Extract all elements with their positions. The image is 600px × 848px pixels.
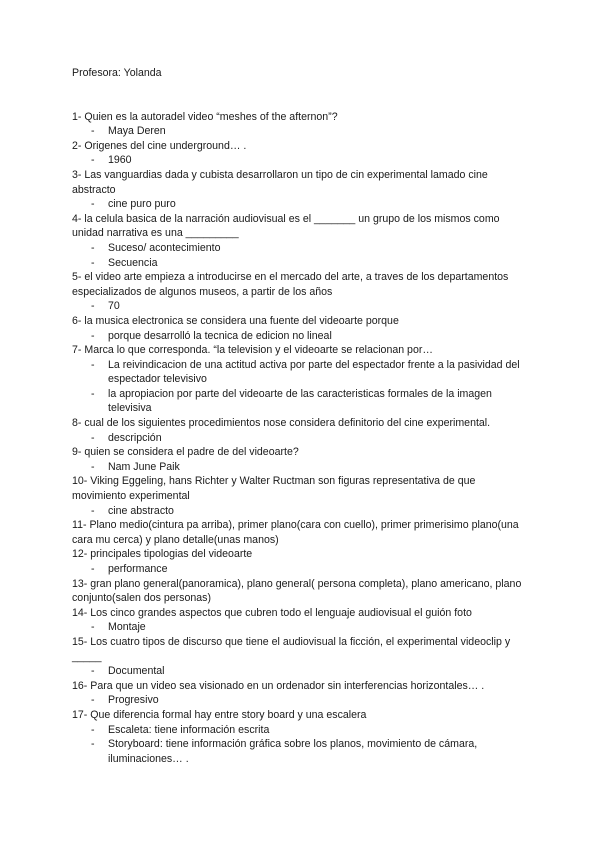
question-block — [72, 679, 532, 708]
answer-list — [72, 562, 532, 577]
answer-list — [72, 241, 532, 270]
answer-item: - Escaleta: tiene información escrita — [72, 723, 532, 738]
question-text: 13- gran plano general(panoramica), plano general( persona completa), plano americano, plano conjunto(salen dos personas) — [72, 577, 522, 605]
answer-list — [72, 197, 532, 212]
question-block — [72, 635, 532, 679]
answer-list — [72, 124, 532, 139]
question-block — [72, 547, 532, 576]
answer-item: - La reivindicacion de una actitud activa por parte del espectador frente a la pasividad del espectador televisivo — [72, 358, 532, 387]
answer-list — [72, 664, 532, 679]
answer-item: - performance — [72, 562, 532, 577]
question-block — [72, 343, 532, 416]
answer-item: - Progresivo — [72, 693, 532, 708]
question-text: 3- Las vanguardias dada y cubista desarrollaron un tipo de cin experimental lamado cine abstracto — [72, 168, 488, 196]
question-block — [72, 708, 532, 766]
question-text: 9- quien se considera el padre de del videoarte? — [72, 446, 299, 459]
answer-list — [72, 620, 532, 635]
answer-list — [72, 504, 532, 519]
answer-list — [72, 299, 532, 314]
answer-item: - Suceso/ acontecimiento — [72, 241, 532, 256]
question-block — [72, 139, 532, 168]
question-block — [72, 606, 532, 635]
question-block — [72, 474, 532, 518]
document-page — [72, 66, 532, 766]
question-block — [72, 212, 532, 270]
question-block — [72, 445, 532, 474]
teacher-name: Profesora: Yolanda — [72, 67, 162, 79]
question-text: 10- Viking Eggeling, hans Richter y Walter Ructman son figuras representativa de que movimiento experimental — [72, 475, 476, 503]
answer-item: - la apropiacion por parte del videoarte de las caracteristicas formales de la imagen televisiva — [72, 387, 532, 416]
question-text: 5- el video arte empieza a introducirse en el mercado del arte, a traves de los departamentos especializados de algunos museos, a partir de los años — [72, 271, 509, 298]
answer-item: - porque desarrolló la tecnica de edicion no lineal — [72, 329, 532, 344]
question-list — [72, 110, 532, 767]
question-text: 2- Origenes del cine underground… . — [72, 139, 247, 152]
question-text: 4- la celula basica de la narración audiovisual es el _______ un grupo de los mismos como unidad narrativa es una _________ — [72, 212, 500, 240]
answer-item: - Documental — [72, 664, 532, 679]
question-block — [72, 518, 532, 547]
question-text: 6- la musica electronica se considera una fuente del videoarte porque — [72, 314, 399, 327]
question-text: 14- Los cinco grandes aspectos que cubren todo el lenguaje audiovisual el guión foto — [72, 606, 472, 619]
answer-item: - 70 — [72, 299, 532, 314]
answer-item: - Montaje — [72, 620, 532, 635]
answer-item: - Secuencia — [72, 256, 532, 271]
answer-item: - 1960 — [72, 153, 532, 168]
question-text: 17- Que diferencia formal hay entre story board y una escalera — [72, 708, 367, 721]
question-text: 12- principales tipologias del videoarte — [72, 548, 253, 561]
answer-item: - cine puro puro — [72, 197, 532, 212]
question-text: 1- Quien es la autoradel video “meshes of the afternon”? — [72, 110, 338, 123]
question-text: 11- Plano medio(cintura pa arriba), primer plano(cara con cuello), primer primerisimo plano(una cara mu cerca) y plano detalle(unas manos) — [72, 519, 519, 546]
answer-list — [72, 723, 532, 767]
question-block — [72, 416, 532, 445]
question-text: 8- cual de los siguientes procedimientos nose considera definitorio del cine experimental. — [72, 417, 491, 430]
answer-item: - descripción — [72, 431, 532, 446]
answer-item: - Nam June Paik — [72, 460, 532, 475]
question-block — [72, 577, 532, 606]
answer-list — [72, 431, 532, 446]
answer-list — [72, 358, 532, 416]
question-text: 15- Los cuatro tipos de discurso que tiene el audiovisual la ficción, el experimental videoclip y _____ — [72, 635, 511, 663]
question-block — [72, 110, 532, 139]
answer-list — [72, 693, 532, 708]
question-block — [72, 270, 532, 314]
question-text: 16- Para que un video sea visionado en un ordenador sin interferencias horizontales… . — [72, 679, 485, 692]
answer-item: - Maya Deren — [72, 124, 532, 139]
question-block — [72, 168, 532, 212]
question-block — [72, 314, 532, 343]
answer-list — [72, 460, 532, 475]
answer-item: - Storyboard: tiene información gráfica sobre los planos, movimiento de cámara, iluminaciones… . — [72, 737, 532, 766]
question-text: 7- Marca lo que corresponda. “la television y el videoarte se relacionan por… — [72, 344, 433, 357]
answer-list — [72, 329, 532, 344]
answer-list — [72, 153, 532, 168]
answer-item: - cine abstracto — [72, 504, 532, 519]
